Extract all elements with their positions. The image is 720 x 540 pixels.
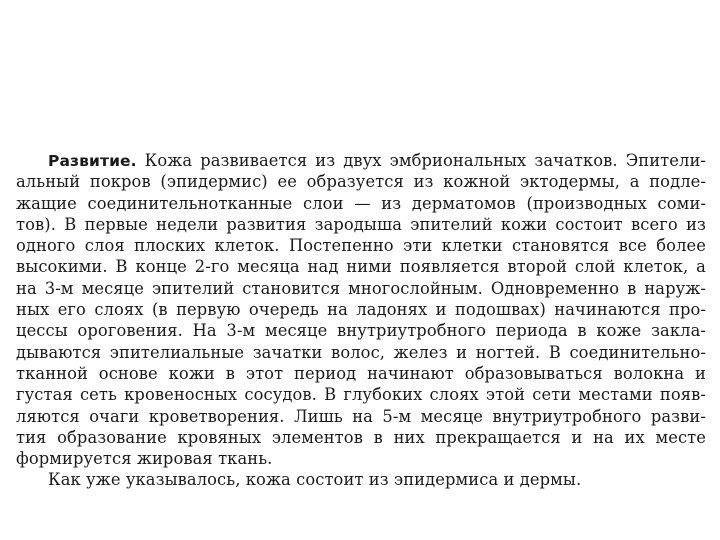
paragraph-1-line-11: тканной основе кожи в этот период начинают образовываться волокна и bbox=[16, 363, 706, 383]
paragraph-1-line-3: жащие соединительнотканные слои — из дерматомов (производных соми- bbox=[16, 193, 706, 213]
paragraph-1-line-5: одного слоя плоских клеток. Постепенно эти клетки становятся все более bbox=[16, 236, 706, 256]
paragraph-1-line-1 bbox=[16, 150, 706, 171]
paragraph-1-line-10: дываются эпителиальные зачатки волос, желез и ногтей. В соединительно- bbox=[16, 342, 706, 362]
text-block bbox=[16, 150, 706, 491]
paragraph-2: Как уже указывалось, кожа состоит из эпидермиса и дермы. bbox=[48, 470, 582, 490]
paragraph-1-line-2: альный покров (эпидермис) ее образуется из кожной эктодермы, а подле- bbox=[16, 172, 706, 192]
paragraph-1-line-12: густая сеть кровеносных сосудов. В глубоких слоях этой сети местами появ- bbox=[16, 385, 706, 405]
paragraph-1-line-7: на 3-м месяце эпителий становится многослойным. Одновременно в наруж- bbox=[16, 278, 706, 298]
paragraph-1-line-4: тов). В первые недели развития зародыша эпителий кожи состоит всего из bbox=[16, 214, 706, 234]
paragraph-1-first-line-text: Кожа развивается из двух эмбриональных зачатков. Эпители- bbox=[136, 151, 706, 170]
paragraph-1-line-8: ных его слоях (в первую очередь на ладонях и подошвах) начинаются про- bbox=[16, 300, 706, 320]
paragraph-1-line-14: тия образование кровяных элементов в них прекращается и на их месте bbox=[16, 427, 706, 447]
section-heading: Развитие. bbox=[48, 152, 137, 170]
paragraph-1-line-9: цессы ороговения. На 3-м месяце внутриутробного периода в коже закла- bbox=[16, 321, 706, 341]
paragraph-1-last-line: формируется жировая ткань. bbox=[16, 449, 273, 469]
paragraph-1-line-13: ляются очаги кроветворения. Лишь на 5-м месяце внутриутробного разви- bbox=[16, 406, 706, 426]
paragraph-1-line-6: высокими. В конце 2-го месяца над ними появляется второй слой клеток, а bbox=[16, 257, 706, 277]
